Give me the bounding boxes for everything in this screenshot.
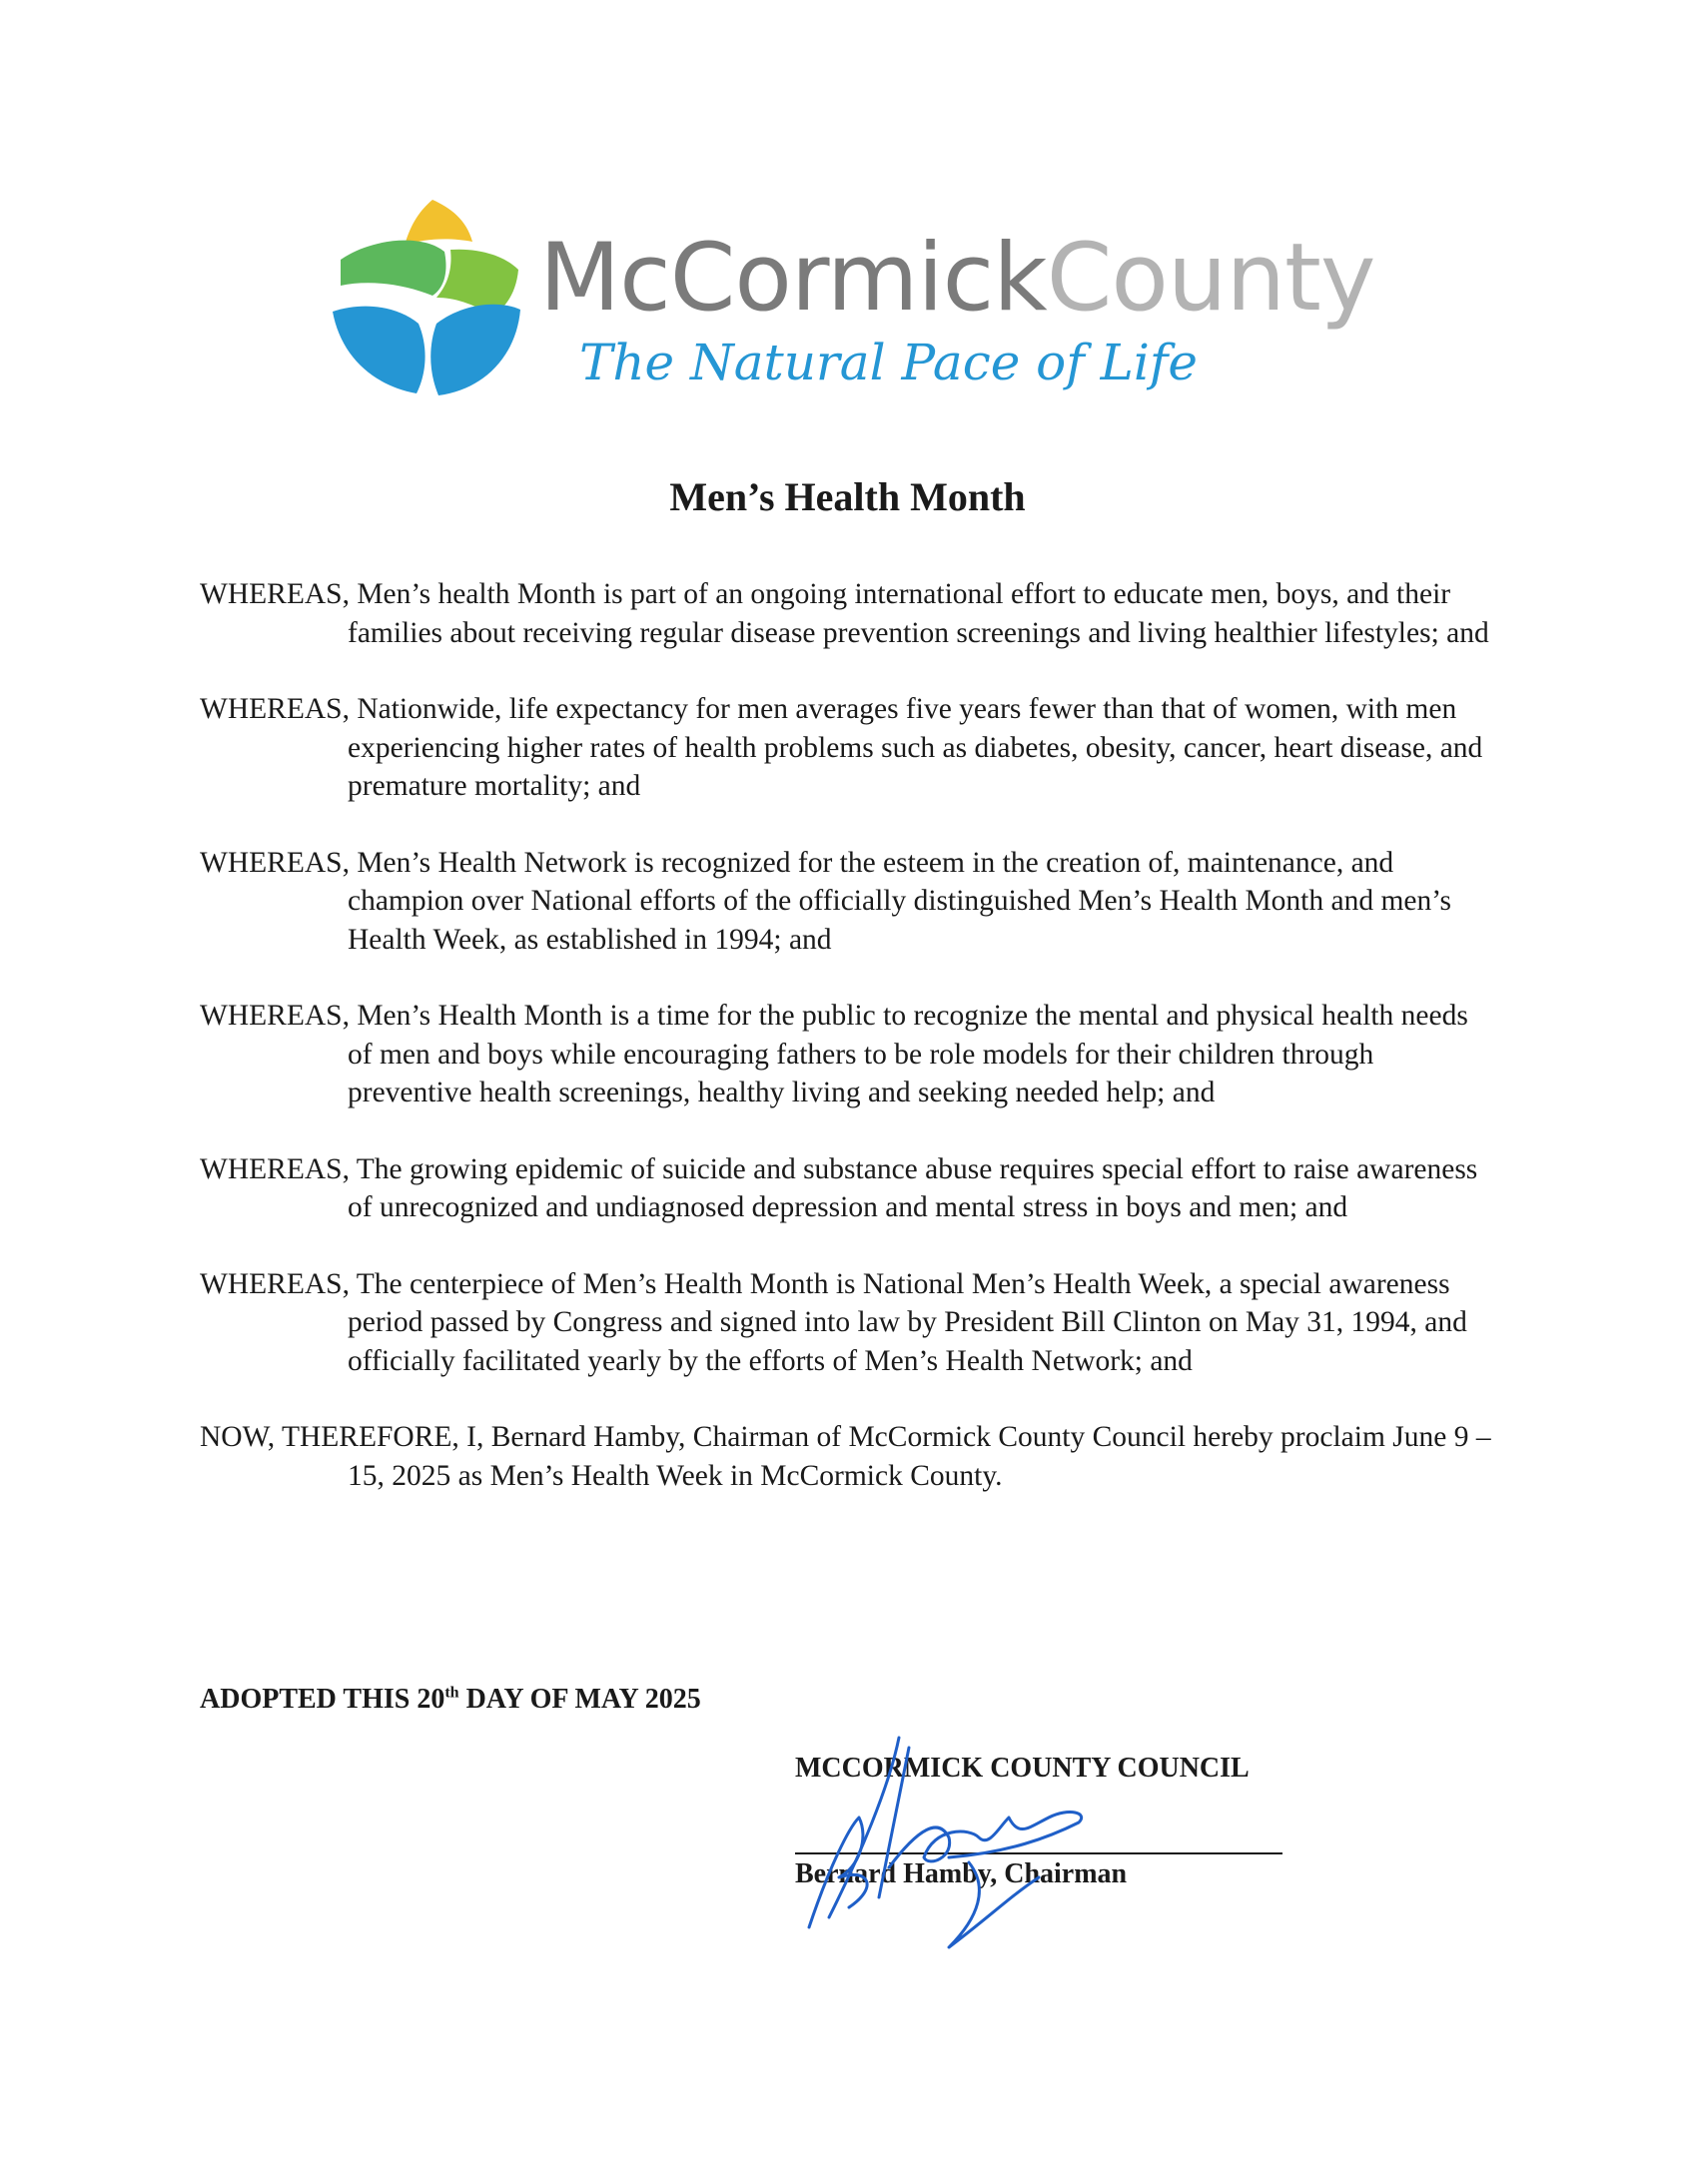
whereas-paragraph: WHEREAS, The growing epidemic of suicide and substance abuse requires special effort to raise awareness of unrecognized and undiagnosed depression and mental stress in boys and men; and xyxy=(200,1152,1478,1223)
whereas-paragraph: WHEREAS, Men’s Health Network is recognized for the esteem in the creation of, maintenance, and champion over National efforts of the officially distinguished Men’s Health Month and men’s Health Week, as established in 1994; and xyxy=(200,846,1451,956)
whereas-paragraph: WHEREAS, Men’s Health Month is a time for the public to recognize the mental and physical health needs of men and boys while encouraging fathers to be role models for their children through preventive health screenings, healthy living and seeking needed help; and xyxy=(200,1000,1468,1108)
county-logo-icon xyxy=(333,200,522,399)
signature-line xyxy=(795,1852,1282,1854)
county-wordmark: McCormickCounty xyxy=(539,224,1375,333)
council-name: MCCORMICK COUNTY COUNCIL xyxy=(795,1753,1250,1784)
county-tagline: The Natural Pace of Life xyxy=(579,334,1198,391)
proclamation-body xyxy=(200,575,1498,1495)
signer-name: Bernard Hamby, Chairman xyxy=(795,1858,1128,1889)
page-title: Men’s Health Month xyxy=(669,474,1026,519)
whereas-paragraph: WHEREAS, The centerpiece of Men’s Health Month is National Men’s Health Week, a special awareness period passed by Congress and signed into law by President Bill Clinton on May 31, 1994, and officially facilitated yearly by the efforts of Men’s Health Network; and xyxy=(200,1267,1467,1377)
whereas-paragraph: WHEREAS, Men’s health Month is part of an ongoing international effort to educate men, boys, and their families about receiving regular disease prevention screenings and living healthier lifestyles; and xyxy=(200,578,1489,649)
whereas-paragraph: WHEREAS, Nationwide, life expectancy for men averages five years fewer than that of women, with men experiencing higher rates of health problems such as diabetes, obesity, cancer, heart disease, and premature mortality; and xyxy=(200,693,1483,802)
adopted-date: ADOPTED THIS 20th DAY OF MAY 2025 xyxy=(200,1684,701,1715)
therefore-paragraph: NOW, THEREFORE, I, Bernard Hamby, Chairman of McCormick County Council hereby proclaim June 9 – 15, 2025 as Men’s Health Week in McCormick County. xyxy=(200,1421,1491,1492)
